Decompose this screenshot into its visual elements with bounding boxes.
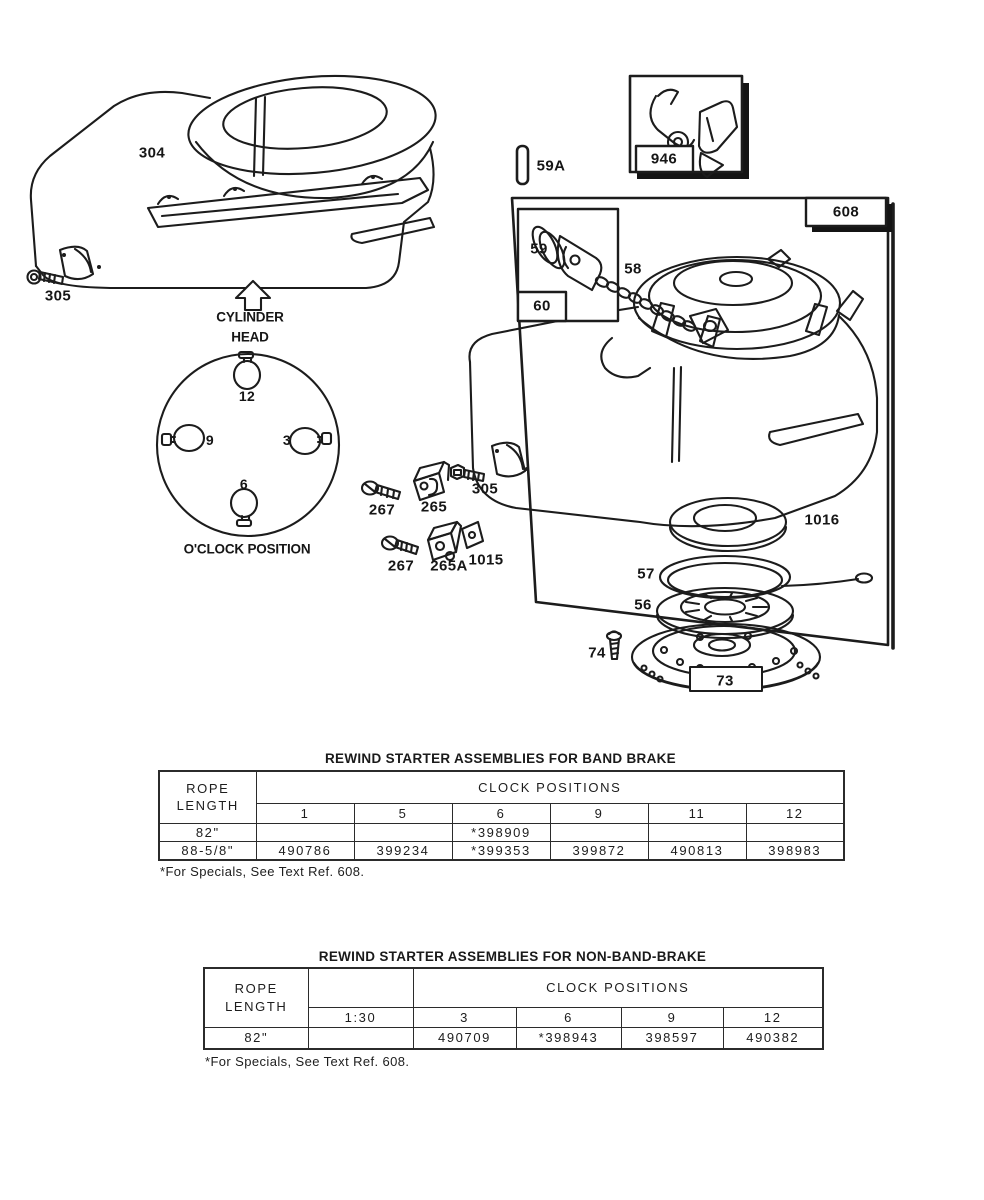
oclock-position-diagram	[157, 352, 339, 536]
part-number-cell	[648, 823, 746, 841]
cylinder-head-caption-line1: CYLINDER	[216, 309, 284, 325]
blower-housing-304-drawing	[31, 66, 440, 288]
part-label-305-left: 305	[44, 287, 72, 305]
rope-length-cell: 82"	[204, 1027, 308, 1049]
part-label-74: 74	[588, 644, 606, 662]
clock-position-9-label: 9	[205, 432, 215, 448]
rope-length-cell: 88-5/8"	[159, 841, 256, 860]
band-brake-table	[158, 770, 845, 861]
part-label-1016: 1016	[804, 511, 840, 529]
table-row	[159, 823, 844, 841]
part-number-cell: *399353	[452, 841, 550, 860]
table-row	[204, 1027, 823, 1049]
part-label-265a: 265A	[430, 557, 468, 575]
part-number-cell: 399872	[550, 841, 648, 860]
empty-header-cell	[308, 968, 413, 1007]
part-number-cell	[354, 823, 452, 841]
part-number-cell: *398943	[516, 1027, 621, 1049]
rope-pin-59a-drawing	[517, 146, 528, 184]
part-label-56: 56	[634, 596, 652, 614]
rope-length-cell: 82"	[159, 823, 256, 841]
part-label-59: 59	[530, 240, 548, 258]
clock-position-3-label: 3	[282, 432, 292, 448]
clock-position-12-label: 12	[238, 388, 256, 404]
part-label-59a: 59A	[536, 157, 566, 175]
part-number-cell	[746, 823, 844, 841]
clock-positions-header: CLOCK POSITIONS	[256, 771, 844, 803]
part-number-cell: 490786	[256, 841, 354, 860]
part-number-cell: 399234	[354, 841, 452, 860]
column-header: 1	[256, 803, 354, 823]
part-number-cell: 490813	[648, 841, 746, 860]
part-label-73: 73	[716, 672, 734, 690]
starter-grip-946-inset	[630, 76, 749, 179]
non-band-brake-footnote: *For Specials, See Text Ref. 608.	[205, 1054, 410, 1069]
column-header: 9	[621, 1007, 723, 1027]
part-number-cell	[308, 1027, 413, 1049]
part-number-cell: 398983	[746, 841, 844, 860]
part-number-cell: 490709	[413, 1027, 516, 1049]
column-header: 1:30	[308, 1007, 413, 1027]
part-number-cell	[550, 823, 648, 841]
part-number-cell: *398909	[452, 823, 550, 841]
cylinder-head-caption-line2: HEAD	[231, 329, 269, 345]
part-label-608: 608	[832, 203, 860, 221]
part-label-267-upper: 267	[368, 501, 396, 519]
part-number-cell	[256, 823, 354, 841]
column-header: 5	[354, 803, 452, 823]
column-header: 6	[452, 803, 550, 823]
band-brake-footnote: *For Specials, See Text Ref. 608.	[160, 864, 365, 879]
part-label-304: 304	[138, 144, 166, 162]
part-label-265: 265	[420, 498, 448, 516]
cylinder-head-arrow	[236, 281, 270, 310]
rope-length-header: ROPE LENGTH	[204, 968, 308, 1027]
part-label-57: 57	[637, 565, 655, 583]
column-header: 12	[746, 803, 844, 823]
part-label-946: 946	[650, 150, 678, 168]
part-label-60: 60	[533, 297, 551, 315]
part-label-58: 58	[624, 260, 642, 278]
part-number-cell: 490382	[723, 1027, 823, 1049]
column-header: 11	[648, 803, 746, 823]
part-label-1015: 1015	[468, 551, 504, 569]
clock-positions-header: CLOCK POSITIONS	[413, 968, 823, 1007]
band-brake-table-title: REWIND STARTER ASSEMBLIES FOR BAND BRAKE	[324, 751, 676, 766]
part-label-267-lower: 267	[387, 557, 415, 575]
part-label-305-right: 305	[471, 480, 499, 498]
column-header: 3	[413, 1007, 516, 1027]
column-header: 9	[550, 803, 648, 823]
column-header: 6	[516, 1007, 621, 1027]
column-header: 12	[723, 1007, 823, 1027]
table-row	[159, 841, 844, 860]
rope-length-header: ROPE LENGTH	[159, 771, 256, 823]
clock-position-6-label: 6	[239, 476, 249, 492]
non-band-brake-table	[203, 967, 824, 1050]
non-band-brake-table-title: REWIND STARTER ASSEMBLIES FOR NON-BAND-BRAKE	[318, 949, 707, 964]
oclock-position-caption: O'CLOCK POSITION	[183, 541, 311, 557]
part-number-cell: 398597	[621, 1027, 723, 1049]
